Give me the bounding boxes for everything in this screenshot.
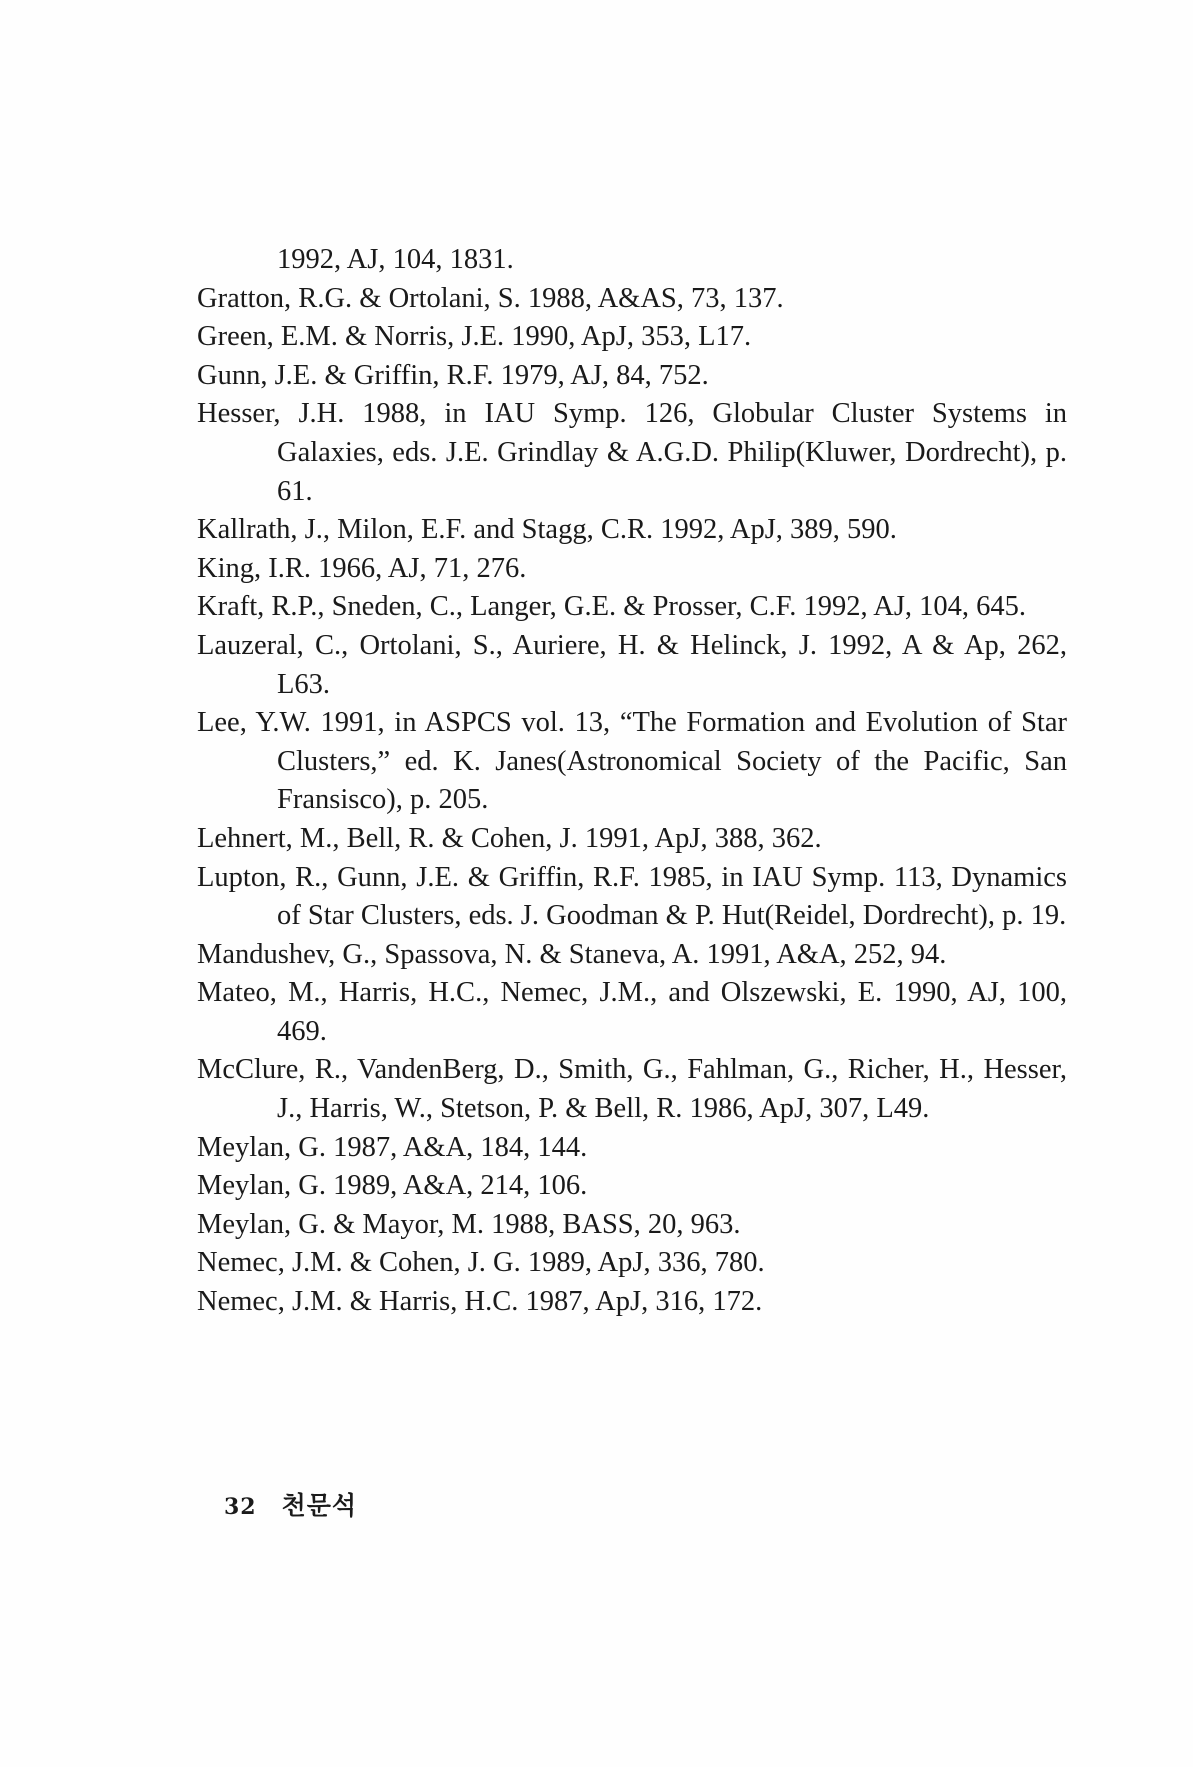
reference-entry: Gratton, R.G. & Ortolani, S. 1988, A&AS, 73, 137.	[197, 282, 784, 314]
reference-entry: 1992, AJ, 104, 1831.	[277, 244, 514, 275]
reference-entry: Meylan, G. 1987, A&A, 184, 144.	[197, 1131, 588, 1163]
reference-list	[197, 241, 1067, 1322]
reference-entry: Meylan, G. & Mayor, M. 1988, BASS, 20, 963.	[197, 1208, 741, 1240]
journal-name: 천문석	[281, 1491, 358, 1520]
reference-entry: Lee, Y.W. 1991, in ASPCS vol. 13, “The Formation and Evolution of Star Clusters,” ed. K. Janes(Astronomical Society of the Pacific, San Fransisco), p. 205.	[197, 707, 1067, 816]
reference-entry: King, I.R. 1966, AJ, 71, 276.	[197, 552, 527, 584]
reference-entry: Mandushev, G., Spassova, N. & Staneva, A. 1991, A&A, 252, 94.	[197, 938, 947, 970]
page-footer	[224, 1486, 357, 1522]
reference-entry: Kraft, R.P., Sneden, C., Langer, G.E. & Prosser, C.F. 1992, AJ, 104, 645.	[197, 591, 1027, 623]
reference-entry: Nemec, J.M. & Harris, H.C. 1987, ApJ, 316, 172.	[197, 1286, 763, 1318]
page-number: 32	[224, 1494, 257, 1520]
reference-entry: Nemec, J.M. & Cohen, J. G. 1989, ApJ, 336, 780.	[197, 1247, 765, 1279]
reference-entry: Meylan, G. 1989, A&A, 214, 106.	[197, 1170, 588, 1202]
reference-entry: Hesser, J.H. 1988, in IAU Symp. 126, Globular Cluster Systems in Galaxies, eds. J.E. Grindlay & A.G.D. Philip(Kluwer, Dordrecht), p. 61.	[197, 398, 1067, 507]
reference-entry: Lupton, R., Gunn, J.E. & Griffin, R.F. 1985, in IAU Symp. 113, Dynamics of Star Clusters, eds. J. Goodman & P. Hut(Reidel, Dordrecht), p. 19.	[197, 861, 1067, 932]
reference-entry: Lauzeral, C., Ortolani, S., Auriere, H. & Helinck, J. 1992, A & Ap, 262, L63.	[197, 629, 1067, 700]
reference-entry: Mateo, M., Harris, H.C., Nemec, J.M., and Olszewski, E. 1990, AJ, 100, 469.	[197, 977, 1067, 1047]
reference-entry: Lehnert, M., Bell, R. & Cohen, J. 1991, ApJ, 388, 362.	[197, 822, 822, 854]
reference-entry: McClure, R., VandenBerg, D., Smith, G., Fahlman, G., Richer, H., Hesser, J., Harris, W., Stetson, P. & Bell, R. 1986, ApJ, 307, L49.	[197, 1054, 1067, 1125]
reference-entry: Kallrath, J., Milon, E.F. and Stagg, C.R. 1992, ApJ, 389, 590.	[197, 514, 897, 546]
reference-entry: Gunn, J.E. & Griffin, R.F. 1979, AJ, 84, 752.	[197, 359, 709, 391]
reference-entry: Green, E.M. & Norris, J.E. 1990, ApJ, 353, L17.	[197, 321, 752, 353]
